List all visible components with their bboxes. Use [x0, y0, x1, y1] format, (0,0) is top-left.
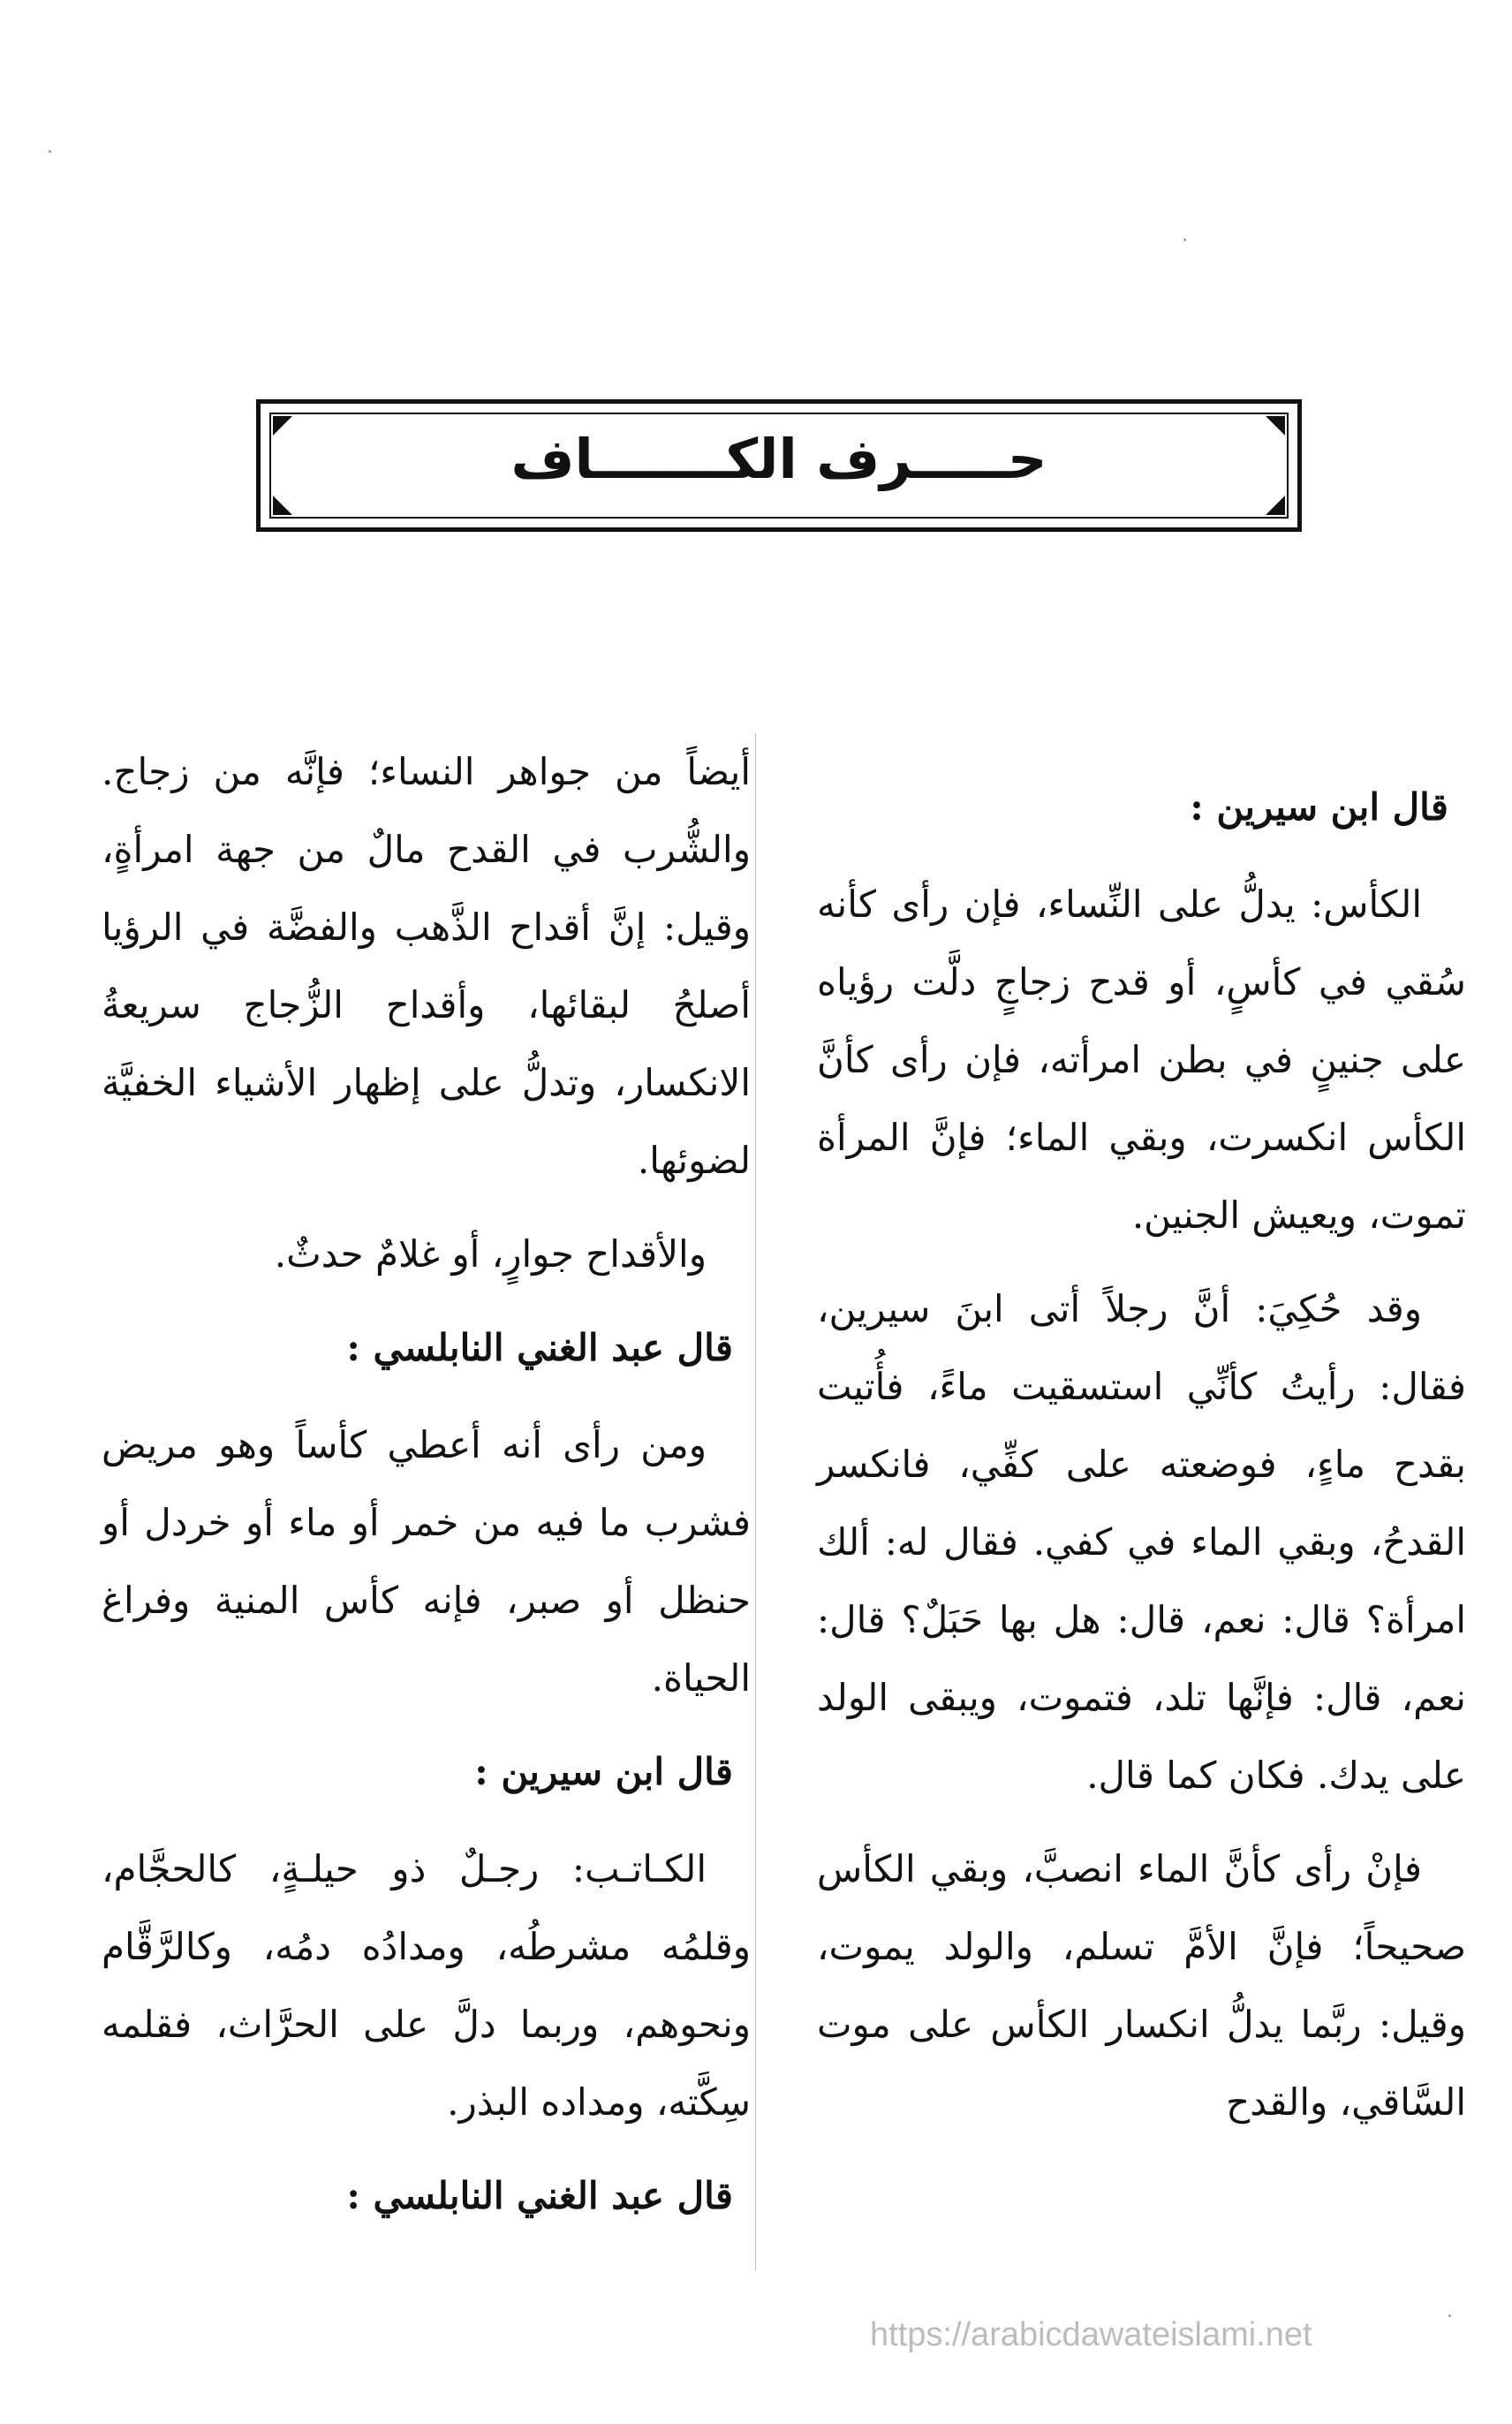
- right-column: [817, 733, 1466, 2157]
- section-heading: قال ابن سيرين :: [474, 1750, 733, 1793]
- paragraph: والأقداح جوارٍ، أو غلامٌ حدثٌ.: [274, 1232, 707, 1276]
- chapter-title: حـــــرف الكـــــــاف: [510, 427, 1047, 491]
- section-heading: قال عبد الغني النابلسي :: [346, 1326, 733, 1369]
- chapter-title-frame: [256, 399, 1302, 532]
- scan-speck: [1448, 2314, 1451, 2317]
- paragraph: وقد حُكِيَ: أنَّ رجلاً أتى ابنَ سيرين، فقال: رأيتُ كأنِّي استسقيت ماءً، فأُتيت بقدح ماءٍ، فوضعته على كفِّي، فانكسر القدحُ، وبقي الماء في كفي. فقال له: ألك امرأة؟ قال: نعم، قال: هل بها حَبَلٌ؟ قال: نعم، قال: فإنَّها تلد، فتموت، ويبقى الولد على يدك. فكان كما قال.: [817, 1287, 1466, 1797]
- left-column: [102, 733, 751, 2254]
- scan-speck: [49, 150, 51, 153]
- paragraph: فإنْ رأى كأنَّ الماء انصبَّ، وبقي الكأس صحيحاً؛ فإنَّ الأمَّ تسلم، والولد يموت، وقيل: ربَّما يدلُّ انكسار الكأس على موت السَّاقي، والقدح: [817, 1847, 1466, 2124]
- column-divider: [755, 733, 756, 2270]
- section-heading: قال ابن سيرين :: [1190, 785, 1448, 829]
- paragraph: الكـاتـب: رجـلٌ ذو حيلـةٍ، كالحجَّام، وقلمُه مشرطُه، ومدادُه دمُه، وكالرَّقَّام ونحوهم، وربما دلَّ على الحرَّاث، فقلمه سِكَّته، ومداده البذر.: [102, 1847, 751, 2124]
- section-heading: قال عبد الغني النابلسي :: [346, 2174, 733, 2217]
- scan-speck: [1183, 239, 1186, 241]
- paragraph: أيضاً من جواهر النساء؛ فإنَّه من زجاج. والشُّرب في القدح مالٌ من جهة امرأةٍ، وقيل: إنَّ أقداح الذَّهب والفضَّة في الرؤيا أصلحُ لبقائها، وأقداح الزُّجاج سريعةُ الانكسار، وتدلُّ على إظهار الأشياء الخفيَّة لضوئها.: [102, 750, 751, 1182]
- watermark-url: https://arabicdawateislami.net: [870, 2316, 1312, 2353]
- paragraph: الكأس: يدلُّ على النِّساء، فإن رأى كأنه سُقي في كأسٍ، أو قدح زجاجٍ دلَّت رؤياه على جنينٍ في بطن امرأته، فإن رأى كأنَّ الكأس انكسرت، وبقي الماء؛ فإنَّ المرأة تموت، ويعيش الجنين.: [817, 882, 1466, 1237]
- paragraph: ومن رأى أنه أعطي كأساً وهو مريض فشرب ما فيه من خمر أو ماء أو خردل أو حنظل أو صبر، فإنه كأس المنية وفراغ الحياة.: [102, 1423, 751, 1700]
